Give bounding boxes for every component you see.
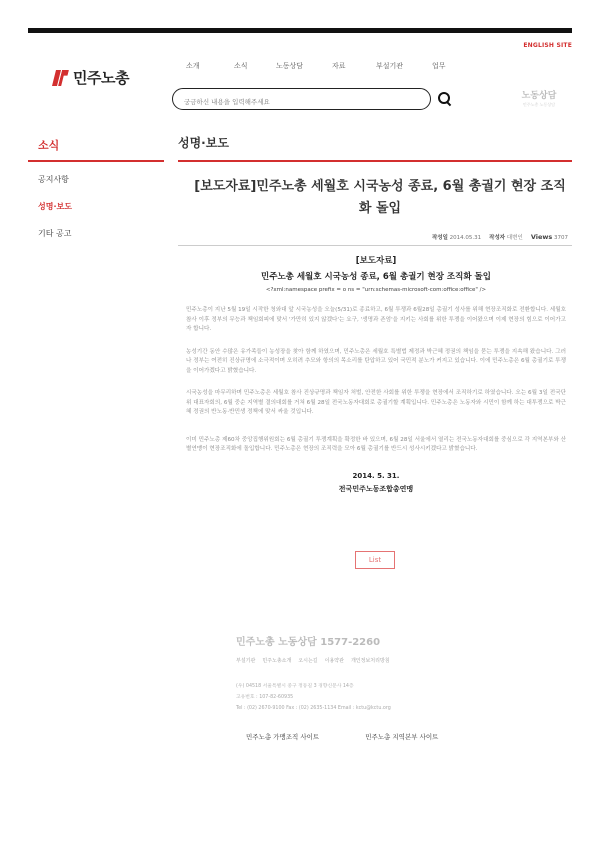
sidebar-menu — [38, 174, 72, 255]
footer-sites — [246, 732, 438, 741]
footer-address-line: 고유번호 : 107-82-60935 — [236, 695, 294, 700]
signature-org: 전국민주노동조합총연맹 — [338, 484, 414, 493]
kctu-logo-icon — [52, 70, 68, 86]
counsel-link[interactable] — [514, 88, 564, 108]
article-xml-line: <?xml:namespace prefix = o ns = "urn:schemas-microsoft-com:office:office" /> — [265, 287, 487, 293]
footer-site-regional[interactable]: 민주노총 지역본부 사이트 — [365, 733, 439, 741]
list-button[interactable]: List — [355, 551, 395, 569]
search-icon[interactable] — [436, 90, 454, 108]
counsel-title: 노동상담 — [521, 91, 557, 101]
footer-link-affiliates[interactable]: 부설기관 — [236, 658, 256, 664]
footer-site-member-orgs[interactable]: 민주노총 가맹조직 사이트 — [246, 733, 320, 741]
meta-author: 작성자 대변인 — [489, 235, 523, 241]
meta-views: Views 3707 — [530, 233, 568, 241]
article-paragraph: 시국농성을 마무리하며 민주노총은 세월호 참사 진상규명과 책임자 처벌, 안전한 사회를 위한 투쟁을 현장에서 조직하기로 하였습니다. 오는 6월 3일 전국단위 대표자회의, 6월 중순 지역별 결의대회를 거쳐 6월 28일 전국노동자대회로 총궐기할 계획입니다. 민주노총은 노동자와 시민이 함께 하는 대투쟁으로 박근혜 정권의 반노동·반민생 정책에 맞서 싸울 것입니다. — [186, 390, 566, 415]
footer-link-privacy[interactable]: 개인정보처리방침 — [350, 658, 390, 664]
post-title: [보도자료]민주노총 세월호 시국농성 종료, 6월 총궐기 현장 조직화 돌입 — [194, 179, 566, 216]
search-input[interactable] — [182, 92, 416, 112]
english-site-link[interactable]: ENGLISH SITE — [523, 42, 572, 49]
nav-item-affiliates[interactable]: 부설기관 — [376, 62, 404, 70]
article-heading: 민주노총 세월호 시국농성 종료, 6월 총궐기 현장 조직화 돌입 — [261, 272, 491, 282]
main-nav — [186, 61, 462, 71]
section-divider — [178, 160, 572, 162]
sidebar-item-other-notices[interactable]: 기타 공고 — [38, 229, 72, 238]
logo-text: 민주노총 — [73, 69, 129, 87]
sidebar-divider — [28, 160, 164, 162]
logo[interactable] — [52, 67, 129, 88]
footer-links — [236, 657, 390, 664]
meta-divider — [178, 245, 572, 246]
footer-address — [236, 681, 391, 714]
nav-item-news[interactable]: 소식 — [234, 62, 248, 70]
footer-address-line: (우) 04518 서울특별시 중구 정동길 3 경향신문사 14층 — [236, 684, 354, 689]
sidebar-title: 소식 — [38, 139, 60, 152]
article-body — [186, 254, 566, 494]
counsel-subtitle: 민주노총 노동상담 — [522, 102, 556, 107]
sidebar-item-statements[interactable]: 성명·보도 — [38, 202, 72, 211]
article-paragraph: 민주노총이 지난 5월 19일 시작한 청와대 앞 시국농성을 오늘(5/31)로 종료하고, 6월 투쟁과 6월28일 총궐기 성사를 위해 현장조직화로 전환합니다. 세월호참사 이후 정부의 무능과 책임회피에 맞서 '가만히 있지 않겠다'는 요구, '생명과 존엄'을 지키는 사회를 위한 투쟁을 이어왔으며 이제 현장의 힘으로 이어가고자 합니다. — [186, 307, 567, 332]
signature-date: 2014. 5. 31. — [352, 471, 400, 480]
article-paragraph: 이미 민주노총 제60차 중앙집행위원회는 6월 총궐기 투쟁계획을 확정한 바 있으며, 6월 28일 서울에서 열리는 전국노동자대회를 중심으로 각 지역본부와 산별연맹이 현장조직화에 돌입합니다. 민주노총은 현장의 조직력을 모아 6월 총궐기를 반드시 성사시키겠다고 밝혔습니다. — [186, 436, 566, 452]
article-paragraph: 농성기간 동안 수많은 유가족들이 농성장을 찾아 함께 하였으며, 민주노총은 세월호 특별법 제정과 박근혜 정권의 책임을 묻는 투쟁을 지속해 왔습니다. 그러나 정부는 여전히 진상규명에 소극적이며 오히려 추모와 항의의 목소리를 탄압하고 있어 국민적 분노가 커지고 있습니다. 이에 민주노총은 6월 총궐기로 투쟁을 이어가겠다고 밝혔습니다. — [186, 348, 566, 374]
footer-link-directions[interactable]: 오시는길 — [298, 658, 318, 664]
footer-link-terms[interactable]: 이용약관 — [324, 658, 344, 664]
nav-item-work[interactable]: 업무 — [432, 62, 446, 70]
footer-address-line: Tel : (02) 2670-9100 Fax : (02) 2635-1134 Email : kctu@kctu.org — [236, 706, 391, 711]
meta-date: 작성일 2014.05.31 — [431, 235, 482, 241]
article-heading-tag: [보도자료] — [355, 256, 397, 266]
top-bar — [28, 28, 572, 33]
post-meta — [432, 233, 568, 241]
footer-phone: 민주노총 노동상담 1577-2260 — [236, 637, 381, 648]
search-box — [172, 88, 431, 110]
sidebar-item-notice[interactable]: 공지사항 — [38, 175, 69, 184]
footer-link-about[interactable]: 민주노총소개 — [262, 658, 292, 664]
nav-item-data[interactable]: 자료 — [332, 62, 346, 70]
nav-item-about[interactable]: 소개 — [186, 62, 200, 70]
nav-item-counsel[interactable]: 노동상담 — [276, 62, 304, 70]
section-title: 성명·보도 — [178, 136, 229, 150]
